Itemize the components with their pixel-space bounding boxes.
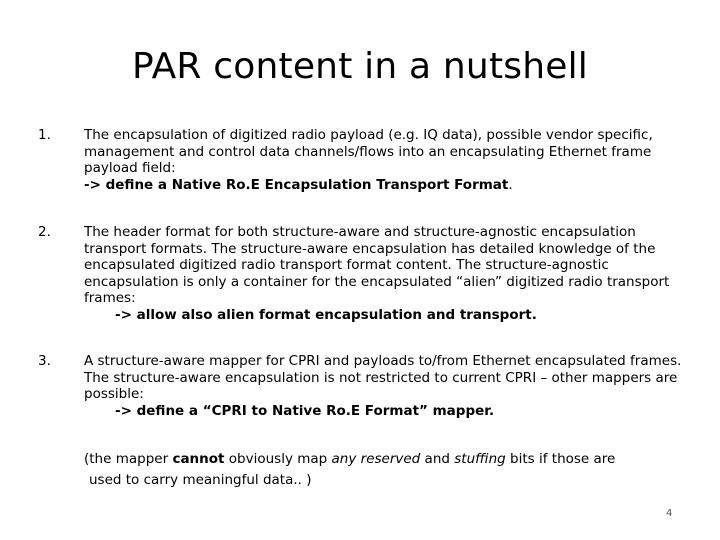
list-item-text [84, 127, 696, 193]
note-line-2: used to carry meaningful data.. ) [89, 471, 312, 488]
list-item-body: The header format for both structure-aware and structure-agnostic encapsulation transport formats. The structure-aware encapsulation has detailed knowledge of the encapsulated digitized radio transport format content. The structure-agnostic encapsulation is only a container for the encapsulated “alien” digitized radio transport frames: [84, 224, 670, 307]
list-item-body: The encapsulation of digitized radio payload (e.g. IQ data), possible vendor specific, management and control data channels/flows into an encapsulating Ethernet frame payload field: [84, 127, 653, 177]
page-number: 4 [666, 508, 673, 519]
list-item-body: A structure-aware mapper for CPRI and payloads to/from Ethernet encapsulated frames. The structure-aware encapsulation is not restricted to current CPRI – other mappers are possible: [84, 353, 682, 403]
note-emphasis-stuffing: stuffing [454, 451, 506, 467]
note-text: (the mapper [84, 451, 173, 467]
note-text: obviously map [224, 451, 332, 467]
list-item-number: 3. [38, 353, 51, 369]
slide-title: PAR content in a nutshell [131, 46, 588, 87]
list-item-number: 1. [38, 127, 51, 143]
list-item-conclusion: -> define a Native Ro.E Encapsulation Transport Format [84, 176, 509, 193]
list-item-conclusion: -> define a “CPRI to Native Ro.E Format” mapper. [115, 402, 495, 419]
list-item-conclusion-end: . [508, 176, 513, 193]
mapper-note [84, 449, 684, 490]
list-item-number: 2. [38, 224, 51, 240]
note-emphasis-cannot: cannot [172, 451, 225, 467]
note-text: bits if those are [505, 451, 616, 467]
list-item-text [84, 353, 696, 419]
list-item-text [84, 224, 696, 324]
list-item-conclusion: -> allow also alien format encapsulation and transport. [115, 306, 537, 323]
note-emphasis-any-reserved: any reserved [331, 451, 421, 467]
note-text: and [420, 451, 455, 467]
